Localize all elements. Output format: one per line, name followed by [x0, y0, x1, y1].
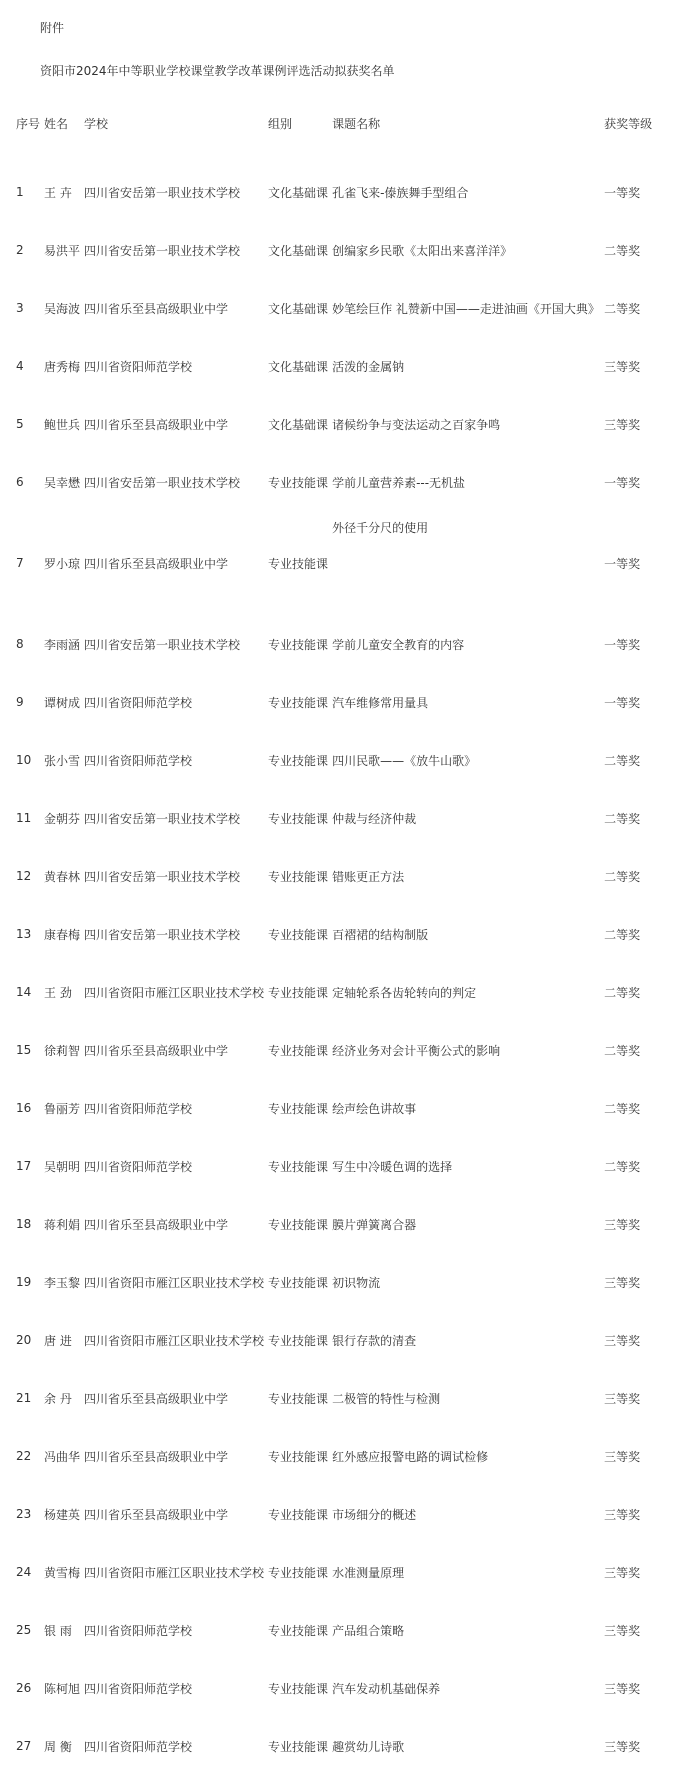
table-row: [14, 789, 662, 847]
row-award: 二等奖: [604, 985, 641, 1000]
row-school: 四川省安岳第一职业技术学校: [84, 243, 241, 258]
row-topic: 趣赏幼儿诗歌: [332, 1739, 405, 1754]
row-name: 李玉黎: [44, 1275, 81, 1290]
row-index: 11: [16, 811, 32, 825]
row-topic: 水准测量原理: [332, 1565, 405, 1580]
table-row: [14, 1369, 662, 1427]
row-school: 四川省资阳市雁江区职业技术学校: [84, 985, 265, 1000]
header-award: 获奖等级: [604, 117, 653, 131]
row-name: 徐莉智: [44, 1043, 81, 1058]
row-group: 专业技能课: [268, 811, 329, 826]
row-name: 唐秀梅: [44, 359, 81, 374]
row-group: 专业技能课: [268, 1101, 329, 1116]
row-school: 四川省资阳师范学校: [84, 1159, 193, 1174]
row-index: 12: [16, 869, 32, 883]
row-index: 13: [16, 927, 32, 941]
row-school: 四川省资阳师范学校: [84, 1681, 193, 1696]
row-group: 专业技能课: [268, 556, 329, 571]
row-award: 二等奖: [604, 927, 641, 942]
table-row: [14, 847, 662, 905]
row-index: 16: [16, 1101, 32, 1115]
row-group: 专业技能课: [268, 695, 329, 710]
row-index: 26: [16, 1681, 32, 1695]
row-school: 四川省资阳师范学校: [84, 1623, 193, 1638]
table-row: [14, 1021, 662, 1079]
table-row: [14, 615, 662, 673]
row-award: 三等奖: [604, 1681, 641, 1696]
row-group: 专业技能课: [268, 1159, 329, 1174]
row-name: 康春梅: [44, 927, 81, 942]
table-row: [14, 279, 662, 337]
row-topic: 产品组合策略: [332, 1623, 405, 1638]
row-topic: 创编家乡民歌《太阳出来喜洋洋》: [332, 243, 513, 258]
row-topic: 错账更正方法: [332, 869, 405, 884]
row-name: 蒋利娟: [44, 1217, 81, 1232]
row-index: 6: [16, 475, 24, 489]
row-school: 四川省资阳师范学校: [84, 753, 193, 768]
row-name: 罗小琼: [44, 556, 81, 571]
row-index: 4: [16, 359, 24, 373]
row-award: 三等奖: [604, 1507, 641, 1522]
row-name: 陈柯旭: [44, 1681, 81, 1696]
table-row: [14, 1079, 662, 1137]
row-award: 二等奖: [604, 811, 641, 826]
header-topic: 课题名称: [332, 117, 381, 131]
row-school: 四川省资阳市雁江区职业技术学校: [84, 1333, 265, 1348]
row-group: 专业技能课: [268, 1623, 329, 1638]
row-group: 文化基础课: [268, 185, 329, 200]
row-topic: 仲裁与经济仲裁: [332, 811, 417, 826]
row-topic: 四川民歌——《放牛山歌》: [332, 753, 477, 768]
row-topic: 膜片弹簧离合器: [332, 1217, 417, 1232]
row-award: 一等奖: [604, 475, 641, 490]
row-name: 余 丹: [44, 1391, 72, 1406]
row-school: 四川省安岳第一职业技术学校: [84, 475, 241, 490]
row-award: 二等奖: [604, 1159, 641, 1174]
row-group: 文化基础课: [268, 359, 329, 374]
table-row: [14, 1601, 662, 1659]
row-index: 5: [16, 417, 24, 431]
row-school: 四川省资阳师范学校: [84, 1101, 193, 1116]
row-index: 21: [16, 1391, 32, 1405]
row-index: 3: [16, 301, 24, 315]
header-name: 姓名: [44, 117, 69, 131]
row-group: 专业技能课: [268, 985, 329, 1000]
row-name: 王 卉: [44, 185, 72, 200]
row-award: 二等奖: [604, 869, 641, 884]
row-award: 三等奖: [604, 1449, 641, 1464]
table-row: [14, 1427, 662, 1485]
row-topic: 市场细分的概述: [332, 1507, 417, 1522]
row-award: 三等奖: [604, 1739, 641, 1754]
row-topic: 外径千分尺的使用: [332, 521, 429, 535]
row-topic: 初识物流: [332, 1275, 381, 1290]
row-topic: 百褶裙的结构制版: [332, 927, 429, 942]
header-school: 学校: [84, 117, 109, 131]
row-topic: 学前儿童营养素---无机盐: [332, 475, 466, 490]
row-award: 二等奖: [604, 243, 641, 258]
row-award: 二等奖: [604, 301, 641, 316]
row-index: 23: [16, 1507, 32, 1521]
row-topic: 学前儿童安全教育的内容: [332, 637, 465, 652]
row-award: 三等奖: [604, 1333, 641, 1348]
row-school: 四川省乐至县高级职业中学: [84, 1043, 229, 1058]
row-award: 三等奖: [604, 1217, 641, 1232]
row-index: 7: [16, 556, 24, 570]
row-award: 二等奖: [604, 1043, 641, 1058]
row-name: 黄雪梅: [44, 1565, 81, 1580]
row-award: 三等奖: [604, 359, 641, 374]
document-title: 资阳市2024年中等职业学校课堂教学改革课例评选活动拟获奖名单: [40, 64, 395, 78]
row-school: 四川省资阳师范学校: [84, 695, 193, 710]
table-row: [14, 905, 662, 963]
table-body: [14, 163, 662, 1775]
row-name: 吴朝明: [44, 1159, 81, 1174]
row-index: 8: [16, 637, 24, 651]
row-topic: 汽车维修常用量具: [332, 695, 429, 710]
row-name: 吴海波: [44, 301, 81, 316]
row-group: 专业技能课: [268, 1449, 329, 1464]
row-index: 15: [16, 1043, 32, 1057]
row-school: 四川省乐至县高级职业中学: [84, 301, 229, 316]
row-name: 金朝芬: [44, 811, 81, 826]
row-group: 专业技能课: [268, 753, 329, 768]
row-index: 17: [16, 1159, 32, 1173]
row-school: 四川省安岳第一职业技术学校: [84, 869, 241, 884]
row-group: 专业技能课: [268, 475, 329, 490]
row-topic: 绘声绘色讲故事: [332, 1101, 417, 1116]
row-school: 四川省乐至县高级职业中学: [84, 1217, 229, 1232]
row-award: 二等奖: [604, 753, 641, 768]
row-index: 22: [16, 1449, 32, 1463]
row-school: 四川省乐至县高级职业中学: [84, 417, 229, 432]
row-group: 专业技能课: [268, 1391, 329, 1406]
row-topic: 经济业务对会计平衡公式的影响: [332, 1043, 501, 1058]
row-topic: 写生中冷暖色调的选择: [332, 1159, 453, 1174]
row-school: 四川省乐至县高级职业中学: [84, 1449, 229, 1464]
row-topic: 二极管的特性与检测: [332, 1391, 441, 1406]
award-list-table: [14, 105, 662, 1775]
row-award: 三等奖: [604, 1565, 641, 1580]
row-award: 一等奖: [604, 556, 641, 571]
table-row: [14, 1543, 662, 1601]
row-topic: 妙笔绘巨作 礼赞新中国——走进油画《开国大典》: [332, 301, 600, 316]
row-group: 专业技能课: [268, 1739, 329, 1754]
row-index: 14: [16, 985, 32, 999]
row-school: 四川省安岳第一职业技术学校: [84, 185, 241, 200]
row-group: 专业技能课: [268, 1275, 329, 1290]
row-index: 10: [16, 753, 32, 767]
row-topic: 孔雀飞来-傣族舞手型组合: [332, 185, 469, 200]
table-row: [14, 963, 662, 1021]
row-index: 2: [16, 243, 24, 257]
row-award: 三等奖: [604, 417, 641, 432]
row-name: 李雨涵: [44, 637, 81, 652]
row-name: 张小雪: [44, 753, 81, 768]
table-row: [14, 1311, 662, 1369]
row-school: 四川省乐至县高级职业中学: [84, 1507, 229, 1522]
row-award: 三等奖: [604, 1391, 641, 1406]
row-school: 四川省乐至县高级职业中学: [84, 556, 229, 571]
row-name: 谭树成: [44, 695, 81, 710]
row-name: 王 劲: [44, 985, 72, 1000]
row-group: 专业技能课: [268, 869, 329, 884]
table-row: [14, 395, 662, 453]
row-index: 1: [16, 185, 24, 199]
row-award: 二等奖: [604, 1101, 641, 1116]
row-index: 20: [16, 1333, 32, 1347]
row-name: 冯曲华: [44, 1449, 81, 1464]
row-topic: 活泼的金属钠: [332, 359, 405, 374]
row-topic: 银行存款的清查: [332, 1333, 417, 1348]
table-header-row: [14, 105, 662, 163]
table-row: [14, 731, 662, 789]
row-group: 专业技能课: [268, 1507, 329, 1522]
row-name: 吴幸懋: [44, 475, 81, 490]
row-group: 专业技能课: [268, 927, 329, 942]
row-school: 四川省乐至县高级职业中学: [84, 1391, 229, 1406]
row-name: 黄春林: [44, 869, 81, 884]
row-award: 三等奖: [604, 1275, 641, 1290]
row-award: 一等奖: [604, 185, 641, 200]
row-group: 专业技能课: [268, 1217, 329, 1232]
attachment-label: 附件: [40, 21, 65, 35]
row-index: 24: [16, 1565, 32, 1579]
row-index: 27: [16, 1739, 32, 1753]
table-row: [14, 1253, 662, 1311]
header-index: 序号: [16, 117, 41, 131]
row-school: 四川省安岳第一职业技术学校: [84, 637, 241, 652]
row-group: 专业技能课: [268, 1565, 329, 1580]
header-group: 组别: [268, 117, 293, 131]
table-row: [14, 453, 662, 511]
row-group: 文化基础课: [268, 301, 329, 316]
table-row: [14, 1195, 662, 1253]
row-name: 唐 进: [44, 1333, 72, 1348]
row-school: 四川省资阳市雁江区职业技术学校: [84, 1275, 265, 1290]
row-name: 鲁丽芳: [44, 1101, 81, 1116]
table-row: [14, 1659, 662, 1717]
row-award: 一等奖: [604, 637, 641, 652]
row-index: 9: [16, 695, 24, 709]
row-group: 文化基础课: [268, 417, 329, 432]
row-group: 专业技能课: [268, 637, 329, 652]
row-index: 18: [16, 1217, 32, 1231]
row-topic: 红外感应报警电路的调试检修: [332, 1449, 489, 1464]
row-award: 一等奖: [604, 695, 641, 710]
table-row: [14, 163, 662, 221]
row-name: 周 衡: [44, 1739, 72, 1754]
row-name: 银 雨: [44, 1623, 72, 1638]
row-group: 专业技能课: [268, 1333, 329, 1348]
row-award: 三等奖: [604, 1623, 641, 1638]
row-school: 四川省资阳市雁江区职业技术学校: [84, 1565, 265, 1580]
row-school: 四川省安岳第一职业技术学校: [84, 811, 241, 826]
table-row: [14, 1717, 662, 1775]
row-group: 专业技能课: [268, 1043, 329, 1058]
row-name: 鲍世兵: [44, 417, 81, 432]
row-topic: 定轴轮系各齿轮转向的判定: [332, 985, 477, 1000]
table-row: [14, 511, 662, 615]
row-school: 四川省资阳师范学校: [84, 359, 193, 374]
row-name: 杨建英: [44, 1507, 81, 1522]
table-row: [14, 673, 662, 731]
row-group: 文化基础课: [268, 243, 329, 258]
table-row: [14, 1485, 662, 1543]
row-group: 专业技能课: [268, 1681, 329, 1696]
row-topic: 汽车发动机基础保养: [332, 1681, 441, 1696]
row-index: 19: [16, 1275, 32, 1289]
row-school: 四川省安岳第一职业技术学校: [84, 927, 241, 942]
table-row: [14, 221, 662, 279]
row-name: 易洪平: [44, 243, 81, 258]
row-index: 25: [16, 1623, 32, 1637]
table-row: [14, 1137, 662, 1195]
row-school: 四川省资阳师范学校: [84, 1739, 193, 1754]
table-row: [14, 337, 662, 395]
row-topic: 诸候纷争与变法运动之百家争鸣: [332, 417, 501, 432]
